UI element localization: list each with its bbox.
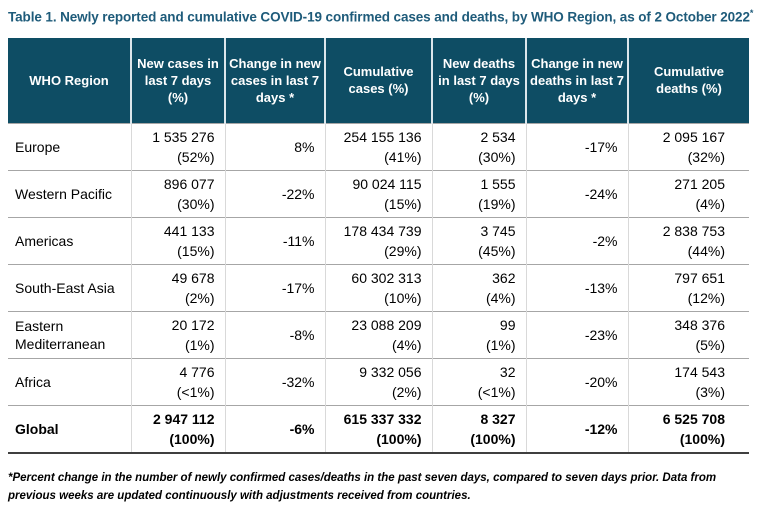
- new-deaths-percent: (45%): [478, 243, 516, 259]
- cumulative-cases-value: 60 302 313: [351, 270, 422, 286]
- column-header-change-new-cases: Change in new cases in last 7 days *: [225, 38, 325, 124]
- cumulative-deaths-cell: [628, 359, 749, 406]
- region-cell: Eastern Mediterranean: [8, 312, 131, 359]
- new-deaths-value: 99: [499, 317, 516, 333]
- cumulative-cases-value: 23 088 209: [351, 317, 422, 333]
- table-header: [8, 38, 749, 124]
- region-cell: Americas: [8, 218, 131, 265]
- new-cases-percent: (52%): [177, 149, 215, 165]
- change-new-deaths-cell: -24%: [526, 171, 628, 218]
- region-cell: South-East Asia: [8, 265, 131, 312]
- cumulative-deaths-percent: (3%): [695, 384, 725, 400]
- new-deaths-value: 3 745: [480, 223, 516, 239]
- change-new-cases-cell: -8%: [225, 312, 325, 359]
- new-cases-percent: (30%): [177, 196, 215, 212]
- change-new-cases-cell: -22%: [225, 171, 325, 218]
- cumulative-cases-percent: (10%): [384, 290, 422, 306]
- cumulative-cases-cell: [325, 312, 432, 359]
- change-new-cases-cell: 8%: [225, 124, 325, 171]
- column-header-new-cases: New cases in last 7 days (%): [131, 38, 225, 124]
- cumulative-deaths-cell: [628, 265, 749, 312]
- cumulative-cases-percent: (100%): [376, 430, 422, 447]
- cumulative-cases-cell: [325, 359, 432, 406]
- new-cases-percent: (15%): [177, 243, 215, 259]
- page-title-superscript: *: [749, 8, 754, 18]
- new-deaths-cell: [432, 406, 526, 453]
- change-new-cases-cell: -6%: [225, 406, 325, 453]
- new-cases-value: 441 133: [163, 223, 215, 239]
- column-header-cumulative-cases: Cumulative cases (%): [325, 38, 432, 124]
- change-new-cases-cell: -17%: [225, 265, 325, 312]
- new-deaths-percent: (1%): [485, 337, 516, 353]
- covid-cases-deaths-table: [8, 38, 749, 454]
- cumulative-deaths-value: 2 095 167: [662, 129, 725, 145]
- cumulative-deaths-percent: (100%): [679, 430, 725, 447]
- column-header-cumulative-deaths: Cumulative deaths (%): [628, 38, 749, 124]
- cumulative-cases-percent: (29%): [384, 243, 422, 259]
- cumulative-deaths-percent: (32%): [687, 149, 725, 165]
- cumulative-deaths-cell: [628, 218, 749, 265]
- new-cases-value: 20 172: [171, 317, 215, 333]
- new-cases-cell: [131, 124, 225, 171]
- new-deaths-value: 1 555: [480, 176, 516, 192]
- page-title: [8, 8, 757, 25]
- cumulative-cases-percent: (2%): [391, 384, 422, 400]
- change-new-deaths-cell: -2%: [526, 218, 628, 265]
- change-new-cases-cell: -11%: [225, 218, 325, 265]
- region-cell: Global: [8, 406, 131, 453]
- cumulative-cases-value: 90 024 115: [352, 176, 422, 192]
- table-row: [8, 218, 749, 265]
- cumulative-deaths-cell: [628, 406, 749, 453]
- new-deaths-cell: [432, 218, 526, 265]
- new-cases-percent: (1%): [184, 337, 215, 353]
- cumulative-cases-value: 178 434 739: [343, 223, 422, 239]
- new-cases-percent: (2%): [184, 290, 215, 306]
- cumulative-deaths-cell: [628, 171, 749, 218]
- new-cases-cell: [131, 406, 225, 453]
- change-new-deaths-cell: -23%: [526, 312, 628, 359]
- new-deaths-cell: [432, 312, 526, 359]
- table-body: [8, 124, 749, 453]
- footnote: *Percent change in the number of newly confirmed cases/deaths in the past seven days, compared to seven days prior. Data from previous weeks are updated continuously with adjustments received from countries.: [8, 471, 717, 502]
- change-new-deaths-cell: -20%: [526, 359, 628, 406]
- new-deaths-value: 8 327: [480, 410, 516, 427]
- cumulative-cases-percent: (41%): [384, 149, 422, 165]
- page-title-text: Table 1. Newly reported and cumulative COVID-19 confirmed cases and deaths, by WHO Region, as of 2 October 2022: [8, 9, 750, 25]
- change-new-deaths-cell: -17%: [526, 124, 628, 171]
- cumulative-deaths-percent: (44%): [687, 243, 725, 259]
- new-cases-value: 4 776: [179, 364, 215, 380]
- change-new-deaths-cell: -13%: [526, 265, 628, 312]
- region-cell: Africa: [8, 359, 131, 406]
- table-row-global: [8, 406, 749, 453]
- cumulative-deaths-percent: (12%): [687, 290, 725, 306]
- cumulative-cases-cell: [325, 406, 432, 453]
- new-cases-percent: (100%): [169, 430, 215, 447]
- region-cell: Europe: [8, 124, 131, 171]
- cumulative-deaths-percent: (5%): [695, 337, 725, 353]
- new-cases-cell: [131, 265, 225, 312]
- cumulative-cases-cell: [325, 218, 432, 265]
- cumulative-cases-value: 9 332 056: [359, 364, 422, 380]
- cumulative-deaths-cell: [628, 312, 749, 359]
- new-cases-cell: [131, 312, 225, 359]
- table-row: [8, 171, 749, 218]
- change-new-cases-cell: -32%: [225, 359, 325, 406]
- new-deaths-cell: [432, 265, 526, 312]
- cumulative-cases-value: 615 337 332: [343, 410, 422, 427]
- new-deaths-percent: (<1%): [477, 384, 516, 400]
- new-deaths-value: 2 534: [480, 129, 516, 145]
- new-cases-percent: (<1%): [176, 384, 215, 400]
- new-deaths-percent: (30%): [478, 149, 516, 165]
- column-header-change-new-deaths: Change in new deaths in last 7 days *: [526, 38, 628, 124]
- cumulative-deaths-percent: (4%): [695, 196, 725, 212]
- cumulative-cases-cell: [325, 171, 432, 218]
- cumulative-cases-percent: (15%): [384, 196, 422, 212]
- cumulative-cases-percent: (4%): [391, 337, 422, 353]
- change-new-deaths-cell: -12%: [526, 406, 628, 453]
- table-row: [8, 265, 749, 312]
- new-cases-value: 896 077: [163, 176, 215, 192]
- column-header-who-region: WHO Region: [8, 38, 131, 124]
- new-deaths-percent: (100%): [470, 430, 516, 447]
- new-cases-cell: [131, 359, 225, 406]
- cumulative-deaths-value: 2 838 753: [662, 223, 725, 239]
- cumulative-deaths-cell: [628, 124, 749, 171]
- new-deaths-cell: [432, 171, 526, 218]
- new-cases-value: 2 947 112: [152, 410, 215, 427]
- new-cases-cell: [131, 171, 225, 218]
- new-deaths-cell: [432, 124, 526, 171]
- table-row: [8, 124, 749, 171]
- cumulative-cases-cell: [325, 265, 432, 312]
- table-row: [8, 312, 749, 359]
- cumulative-cases-cell: [325, 124, 432, 171]
- new-deaths-value: 32: [499, 364, 516, 380]
- table-row: [8, 359, 749, 406]
- new-deaths-percent: (4%): [485, 290, 516, 306]
- new-deaths-percent: (19%): [478, 196, 516, 212]
- table-header-row: [8, 38, 749, 124]
- new-deaths-cell: [432, 359, 526, 406]
- column-header-new-deaths: New deaths in last 7 days (%): [432, 38, 526, 124]
- cumulative-deaths-value: 174 543: [674, 364, 725, 380]
- cumulative-deaths-value: 797 651: [674, 270, 725, 286]
- cumulative-deaths-value: 6 525 708: [662, 410, 725, 427]
- cumulative-deaths-value: 271 205: [674, 176, 725, 192]
- region-cell: Western Pacific: [8, 171, 131, 218]
- new-deaths-value: 362: [492, 270, 516, 286]
- new-cases-value: 49 678: [171, 270, 215, 286]
- new-cases-value: 1 535 276: [152, 129, 215, 145]
- cumulative-deaths-value: 348 376: [674, 317, 725, 333]
- new-cases-cell: [131, 218, 225, 265]
- cumulative-cases-value: 254 155 136: [343, 129, 422, 145]
